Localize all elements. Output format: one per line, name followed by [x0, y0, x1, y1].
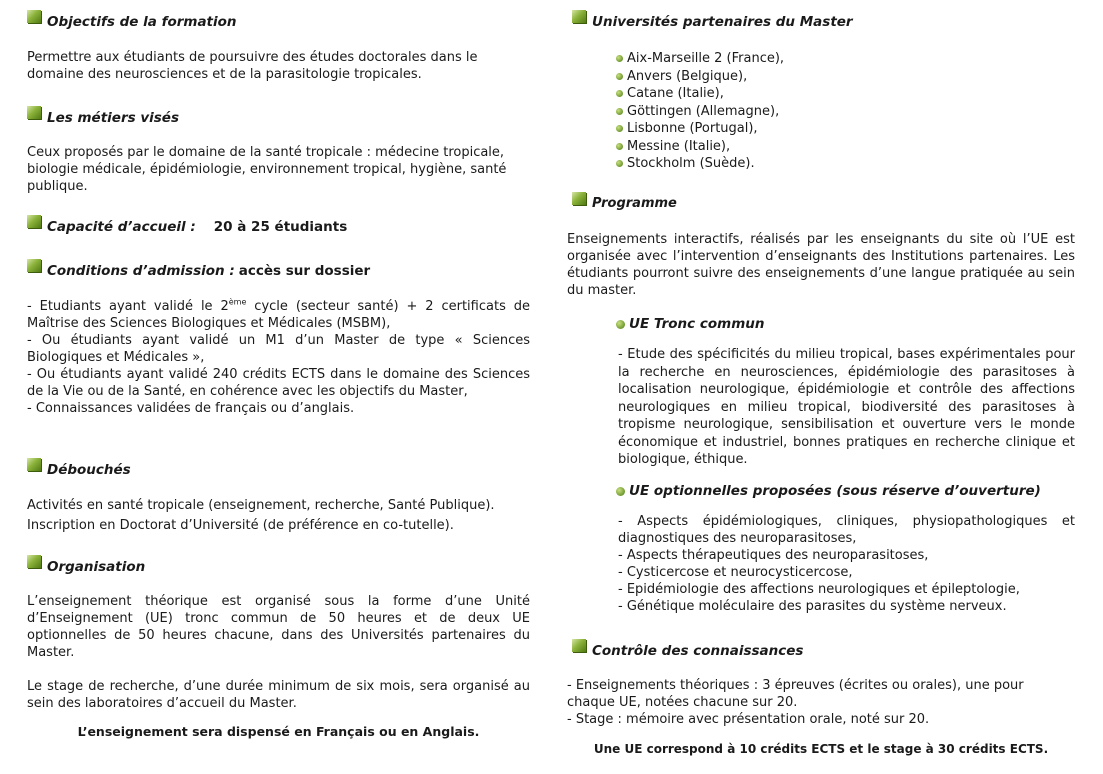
list-item: Catane (Italie),	[616, 85, 784, 103]
capacite-value: 20 à 25 étudiants	[213, 219, 348, 235]
capacite-heading: Capacité d’accueil : 20 à 25 étudiants	[27, 219, 347, 235]
green-square-icon	[27, 215, 41, 228]
conditions-list	[27, 298, 530, 417]
bullet-icon	[616, 320, 625, 329]
objectifs-text: Permettre aux étudiants de poursuivre des études doctorales dans le domaine des neurosciences et de la parasitologie tropicales.	[27, 50, 478, 82]
green-square-icon	[27, 458, 41, 471]
organisation-heading: Organisation	[27, 559, 145, 575]
bullet-icon	[616, 125, 623, 132]
optionnelles-item-2: - Aspects thérapeutiques des neuroparasitoses,	[618, 548, 929, 563]
controle-line-2: - Stage : mémoire avec présentation orale, noté sur 20.	[567, 712, 930, 727]
ects-note: Une UE correspond à 10 crédits ECTS et le stage à 30 crédits ECTS.	[593, 742, 1049, 756]
conditions-heading: Conditions d’admission : accès sur dossier	[27, 263, 370, 279]
optionnelles-item-4: - Epidémiologie des affections neurologiques et épileptologie,	[618, 582, 1020, 597]
universites-list	[616, 50, 784, 173]
green-square-icon	[27, 10, 41, 23]
debouches-line-1: Activités en santé tropicale (enseignement, recherche, Santé Publique).	[27, 498, 495, 513]
list-item: Lisbonne (Portugal),	[616, 120, 784, 138]
green-square-icon	[27, 106, 41, 119]
list-item: Messine (Italie),	[616, 138, 784, 156]
debouches-text	[27, 496, 530, 536]
green-square-icon	[572, 639, 586, 652]
debouches-heading: Débouchés	[27, 462, 131, 478]
tronc-text: - Etude des spécificités du milieu tropical, bases expérimentales pour la recherche en neurosciences, épidémiologie des parasitoses à localisation neurologique, épidémiologie et contrôle des affections neurologiques en milieu tropical, biodiversité des parasitoses à tropisme neurologique, sensibilisation et ouverture vers le monde économique et industriel, bonnes pratiques en recherche clinique et biologique, éthique.	[618, 347, 1075, 467]
bullet-icon	[616, 160, 623, 167]
organisation-para-1: L’enseignement théorique est organisé sous la forme d’une Unité d’Enseignement (UE) tronc commun de 50 heures et de deux UE optionnelles de 50 heures chacune, dans des Universités partenaires du Master.	[27, 594, 530, 660]
conditions-item-1: - Etudiants ayant validé le 2ème cycle (secteur santé) + 2 certificats de Maîtrise des Sciences Biologiques et Médicales (MSBM),	[27, 297, 531, 331]
metiers-heading: Les métiers visés	[27, 110, 179, 126]
bullet-icon	[616, 73, 623, 80]
optionnelles-item-3: - Cysticercose et neurocysticercose,	[618, 565, 853, 580]
optionnelles-heading: UE optionnelles proposées (sous réserve d’ouverture)	[616, 483, 1041, 499]
organisation-para-2: Le stage de recherche, d’une durée minimum de six mois, sera organisé au sein des laboratoires d’accueil du Master.	[27, 679, 530, 711]
green-square-icon	[572, 10, 586, 23]
conditions-item-4: - Connaissances validées de français ou d’anglais.	[27, 401, 355, 416]
universites-heading: Universités partenaires du Master	[572, 14, 853, 30]
langue-note: L’enseignement sera dispensé en Français ou en Anglais.	[77, 724, 480, 739]
tronc-heading: UE Tronc commun	[616, 316, 765, 332]
optionnelles-list	[618, 513, 1075, 615]
programme-text: Enseignements interactifs, réalisés par les enseignants du site où l’UE est organisée avec l’intervention d’enseignants des Institutions partenaires. Les étudiants pourront suivre des enseignements d’une langue pratiquée au sein du master.	[567, 232, 1075, 298]
green-square-icon	[572, 192, 586, 205]
conditions-value: accès sur dossier	[238, 263, 371, 279]
optionnelles-item-5: - Génétique moléculaire des parasites du système nerveux.	[618, 599, 1007, 614]
bullet-icon	[616, 487, 625, 496]
optionnelles-item-1: - Aspects épidémiologiques, cliniques, physiopathologiques et diagnostiques des neuroparasitoses,	[618, 514, 1075, 546]
debouches-line-2: Inscription en Doctorat d’Université (de préférence en co-tutelle).	[27, 518, 454, 533]
controle-line-1: - Enseignements théoriques : 3 épreuves (écrites ou orales), une pour chaque UE, notées chacune sur 20.	[567, 678, 1024, 710]
list-item: Aix-Marseille 2 (France),	[616, 50, 784, 68]
conditions-item-2: - Ou étudiants ayant validé un M1 d’un Master de type « Sciences Biologiques et Médicales »,	[27, 333, 530, 365]
objectifs-heading: Objectifs de la formation	[27, 14, 237, 30]
green-square-icon	[27, 259, 41, 272]
bullet-icon	[616, 55, 623, 62]
list-item: Göttingen (Allemagne),	[616, 103, 784, 121]
bullet-icon	[616, 108, 623, 115]
controle-heading: Contrôle des connaissances	[572, 643, 803, 659]
bullet-icon	[616, 143, 623, 150]
programme-heading: Programme	[572, 196, 677, 212]
bullet-icon	[616, 90, 623, 97]
controle-text	[567, 677, 1057, 728]
list-item: Anvers (Belgique),	[616, 68, 784, 86]
conditions-item-3: - Ou étudiants ayant validé 240 crédits ECTS dans le domaine des Sciences de la Vie ou de la Santé, en cohérence avec les objectifs du Master,	[27, 367, 530, 399]
list-item: Stockholm (Suède).	[616, 155, 784, 173]
green-square-icon	[27, 555, 41, 568]
metiers-text: Ceux proposés par le domaine de la santé tropicale : médecine tropicale, biologie médicale, épidémiologie, environnement tropical, hygiène, santé publique.	[27, 145, 507, 194]
